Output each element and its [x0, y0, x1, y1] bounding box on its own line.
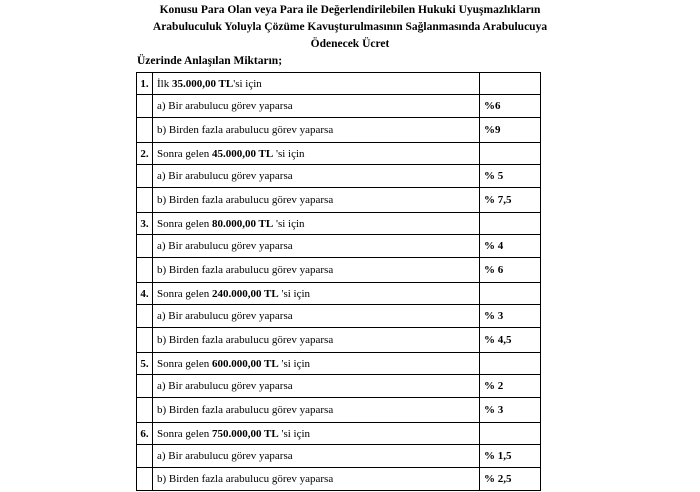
- subheading: Üzerinde Anlaşılan Miktarın;: [137, 55, 283, 67]
- amount-cell: [153, 423, 480, 445]
- table-row: [137, 375, 541, 398]
- table-row-header: [137, 213, 541, 235]
- amount-value: 35.000,00 TL: [171, 77, 234, 90]
- row-number: 1.: [137, 73, 153, 95]
- amount-suffix: 'si için: [278, 427, 311, 440]
- empty-cell: [137, 305, 153, 328]
- table-row-header: [137, 143, 541, 165]
- amount-cell: [153, 353, 480, 375]
- empty-cell: [480, 143, 541, 165]
- table-row-header: [137, 423, 541, 445]
- table-row: [137, 188, 541, 213]
- document-title-line-2: Arabuluculuk Yoluyla Çözüme Kavuşturulmasının Sağlanmasında Arabulucuya: [152, 21, 548, 33]
- single-mediator-rate: % 5: [480, 165, 541, 188]
- multiple-mediators-rate: % 2,5: [480, 468, 541, 491]
- table-row: [137, 328, 541, 353]
- single-mediator-rate: %6: [480, 95, 541, 118]
- table-row: [137, 398, 541, 423]
- multiple-mediators-rate: % 4,5: [480, 328, 541, 353]
- empty-cell: [137, 468, 153, 491]
- empty-cell: [137, 328, 153, 353]
- multiple-mediators-label: b) Birden fazla arabulucu görev yaparsa: [153, 188, 480, 213]
- amount-prefix: İlk: [157, 77, 172, 90]
- empty-cell: [480, 353, 541, 375]
- amount-suffix: 'si için: [273, 217, 305, 230]
- multiple-mediators-label: b) Birden fazla arabulucu görev yaparsa: [153, 468, 480, 491]
- amount-cell: [153, 283, 480, 305]
- table-row: [137, 468, 541, 491]
- table-row-header: [137, 73, 541, 95]
- amount-cell: [153, 73, 480, 95]
- single-mediator-label: a) Bir arabulucu görev yaparsa: [153, 445, 480, 468]
- amount-suffix: 'si için: [278, 287, 311, 300]
- amount-cell: [153, 213, 480, 235]
- amount-prefix: Sonra gelen: [157, 427, 212, 440]
- empty-cell: [137, 375, 153, 398]
- empty-cell: [137, 258, 153, 283]
- table-row: [137, 305, 541, 328]
- table-row: [137, 95, 541, 118]
- multiple-mediators-label: b) Birden fazla arabulucu görev yaparsa: [153, 118, 480, 143]
- table-row: [137, 258, 541, 283]
- multiple-mediators-rate: % 3: [480, 398, 541, 423]
- row-number: 6.: [137, 423, 153, 445]
- single-mediator-label: a) Bir arabulucu görev yaparsa: [153, 95, 480, 118]
- amount-value: 750.000,00 TL: [211, 427, 279, 440]
- table-row: [137, 445, 541, 468]
- multiple-mediators-rate: % 6: [480, 258, 541, 283]
- empty-cell: [137, 118, 153, 143]
- single-mediator-rate: % 2: [480, 375, 541, 398]
- amount-prefix: Sonra gelen: [157, 147, 212, 160]
- single-mediator-rate: % 3: [480, 305, 541, 328]
- amount-prefix: Sonra gelen: [157, 357, 212, 370]
- row-number: 4.: [137, 283, 153, 305]
- table-row: [137, 165, 541, 188]
- amount-suffix: 'si için: [278, 357, 311, 370]
- amount-value: 240.000,00 TL: [211, 287, 279, 300]
- empty-cell: [137, 188, 153, 213]
- amount-value: 45.000,00 TL: [211, 147, 274, 160]
- row-number: 5.: [137, 353, 153, 375]
- multiple-mediators-label: b) Birden fazla arabulucu görev yaparsa: [153, 328, 480, 353]
- multiple-mediators-label: b) Birden fazla arabulucu görev yaparsa: [153, 398, 480, 423]
- amount-prefix: Sonra gelen: [157, 287, 212, 300]
- table-row: [137, 118, 541, 143]
- empty-cell: [137, 165, 153, 188]
- amount-value: 80.000,00 TL: [211, 217, 274, 230]
- empty-cell: [480, 213, 541, 235]
- document-title-line-1: Konusu Para Olan veya Para ile Değerlendirilebilen Hukuki Uyuşmazlıkların: [159, 4, 541, 16]
- empty-cell: [137, 235, 153, 258]
- multiple-mediators-label: b) Birden fazla arabulucu görev yaparsa: [153, 258, 480, 283]
- single-mediator-label: a) Bir arabulucu görev yaparsa: [153, 235, 480, 258]
- table-row-header: [137, 283, 541, 305]
- amount-value: 600.000,00 TL: [211, 357, 279, 370]
- row-number: 3.: [137, 213, 153, 235]
- single-mediator-rate: % 4: [480, 235, 541, 258]
- amount-prefix: Sonra gelen: [157, 217, 212, 230]
- amount-suffix: 'si için: [233, 77, 262, 90]
- table-row: [137, 235, 541, 258]
- empty-cell: [480, 73, 541, 95]
- fee-table-body: [137, 73, 541, 491]
- multiple-mediators-rate: % 7,5: [480, 188, 541, 213]
- row-number: 2.: [137, 143, 153, 165]
- single-mediator-label: a) Bir arabulucu görev yaparsa: [153, 305, 480, 328]
- empty-cell: [137, 398, 153, 423]
- fee-table: [136, 72, 541, 491]
- amount-suffix: 'si için: [273, 147, 305, 160]
- multiple-mediators-rate: %9: [480, 118, 541, 143]
- empty-cell: [480, 283, 541, 305]
- single-mediator-rate: % 1,5: [480, 445, 541, 468]
- single-mediator-label: a) Bir arabulucu görev yaparsa: [153, 165, 480, 188]
- empty-cell: [137, 445, 153, 468]
- empty-cell: [480, 423, 541, 445]
- amount-cell: [153, 143, 480, 165]
- single-mediator-label: a) Bir arabulucu görev yaparsa: [153, 375, 480, 398]
- table-row-header: [137, 353, 541, 375]
- document-title-line-3: Ödenecek Ücret: [310, 38, 390, 50]
- empty-cell: [137, 95, 153, 118]
